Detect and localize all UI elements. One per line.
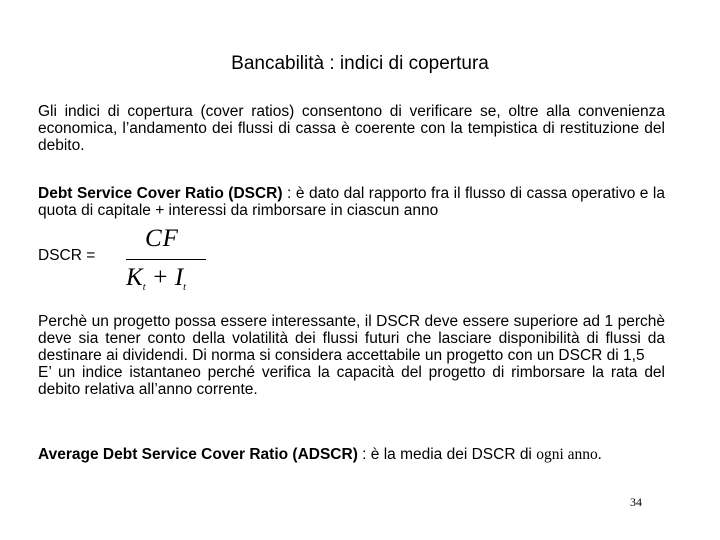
adscr-definition-text: : è la media dei DSCR di xyxy=(357,446,537,463)
adscr-definition xyxy=(38,446,665,463)
adscr-tail: ogni anno. xyxy=(536,446,602,463)
capital-symbol: K xyxy=(126,264,143,291)
formula-label: DSCR = xyxy=(38,247,96,264)
dscr-formula xyxy=(120,225,210,295)
slide-title: Bancabilità : indici di copertura xyxy=(231,53,489,74)
plus-sign: + xyxy=(151,264,169,291)
intro-paragraph: Gli indici di copertura (cover ratios) consentono di verificare se, oltre alla convenienza economica, l’andamento dei flussi di cassa è coerente con la tempistica di restituzione del debito. xyxy=(38,103,665,154)
formula-numerator: CF xyxy=(145,225,179,252)
capital-subscript: t xyxy=(142,282,146,293)
dscr-term: Debt Service Cover Ratio (DSCR) xyxy=(38,185,283,202)
dscr-definition-text: : è dato dal rapporto fra il flusso di cassa operativo e la quota di capitale + interessi da rimborsare in ciascun anno xyxy=(38,185,665,219)
explanation-paragraph: Perchè un progetto possa essere interessante, il DSCR deve essere superiore ad 1 perchè deve sia tener conto della volatilità dei flussi futuri che lasciare disponibilità di flussi da destinare ai dividendi. Di norma si considera accettabile un progetto con un DSCR di 1,5 xyxy=(38,313,665,364)
interest-subscript: t xyxy=(183,282,186,293)
fraction-bar xyxy=(126,259,206,260)
instantaneous-paragraph: E’ un indice istantaneo perché verifica la capacità del progetto di rimborsare la rata del debito relativa all’anno corrente. xyxy=(38,364,665,398)
explanation-block xyxy=(38,313,665,398)
formula-denominator xyxy=(126,264,216,302)
interest-symbol: I xyxy=(174,264,184,291)
page-number: 34 xyxy=(630,495,642,509)
adscr-term: Average Debt Service Cover Ratio (ADSCR) xyxy=(38,446,358,463)
dscr-definition xyxy=(38,185,665,219)
